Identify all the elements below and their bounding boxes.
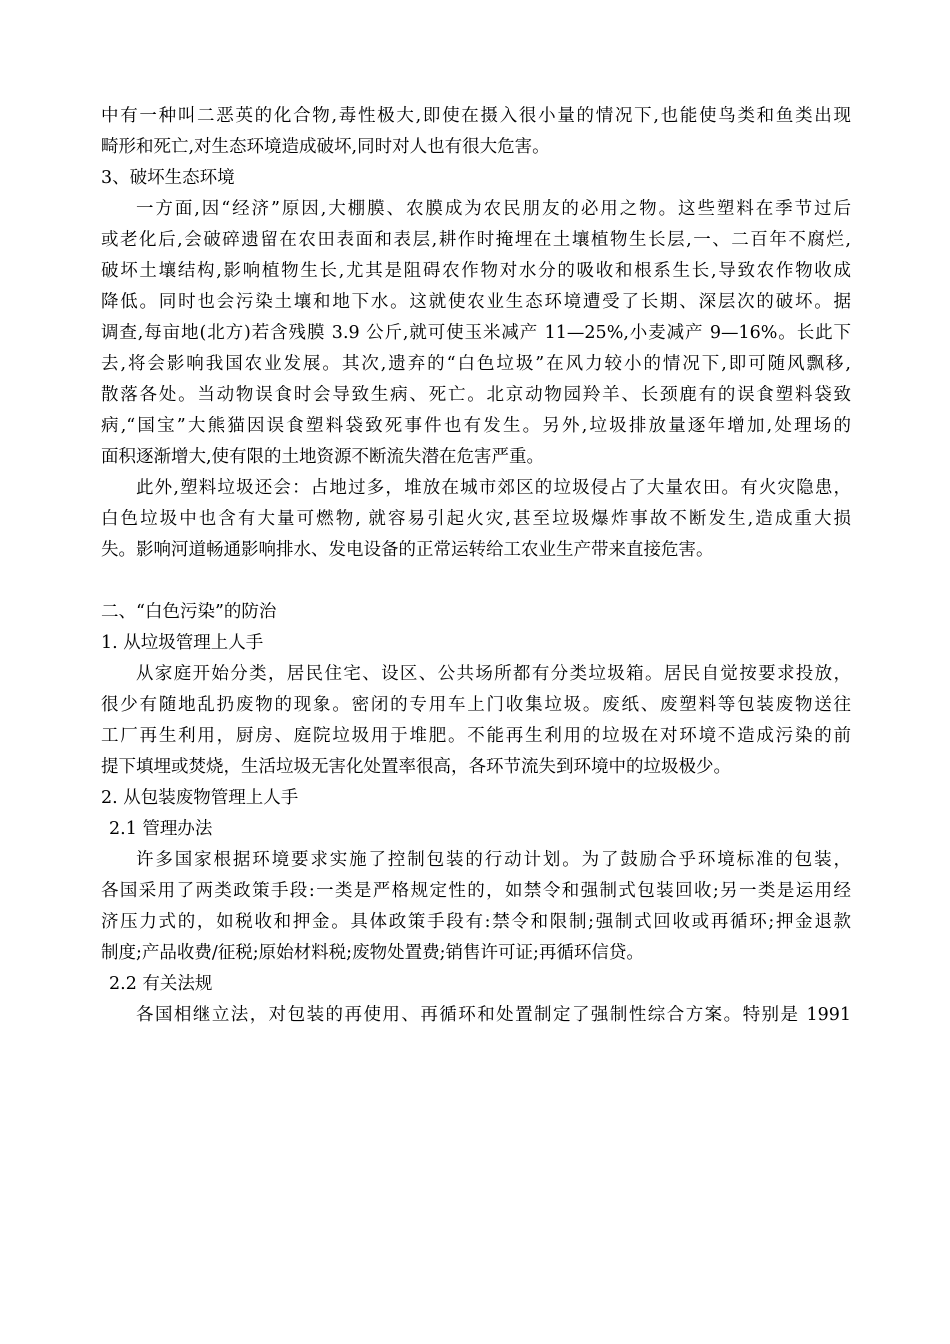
text-line: 破坏土壤结构,影响植物生长,尤其是阻碍农作物对水分的吸收和根系生长,导致农作物收成: [101, 261, 851, 281]
text-line: 失。影响河道畅通影响排水、发电设备的正常运转给工农业生产带来直接危害。: [101, 540, 714, 560]
blank-line: [101, 566, 851, 597]
text-line: 从家庭开始分类，居民住宅、设区、公共场所都有分类垃圾箱。居民自觉按要求投放，: [136, 664, 851, 684]
text-line: 一方面,因“经济”原因,大棚膜、农膜成为农民朋友的必用之物。这些塑料在季节过后: [136, 199, 851, 219]
heading-destroy-ecology: 3、破坏生态环境: [101, 168, 235, 188]
heading-packaging-management: 2. 从包装废物管理上人手: [101, 788, 299, 808]
text-line: 调查,每亩地(北方)若含残膜 3.9 公斤,就可使玉米减产 11—25%,小麦减产 9—16%。长此下: [101, 323, 851, 343]
text-line: 各国采用了两类政策手段:一类是严格规定性的，如禁令和强制式包装回收;另一类是运用经: [101, 881, 851, 901]
document-page: [101, 101, 851, 1031]
text-line: 或老化后,会破碎遗留在农田表面和表层,耕作时掩埋在土壤植物生长层,一、二百年不腐烂,: [101, 230, 851, 250]
text-line: 工厂再生利用，厨房、庭院垃圾用于堆肥。不能再生利用的垃圾在对环境不造成污染的前: [101, 726, 851, 746]
text-line: 面积逐渐增大,使有限的土地资源不断流失潜在危害严重。: [101, 447, 545, 467]
paragraph-sorting: [101, 659, 851, 783]
heading-regulations: 2.2 有关法规: [109, 974, 213, 994]
paragraph-dioxin: [101, 101, 851, 163]
paragraph-legislation: [101, 1000, 851, 1031]
paragraph-agriculture: [101, 194, 851, 473]
text-line: 济压力式的，如税收和押金。具体政策手段有:禁令和限制;强制式回收或再循环;押金退款: [101, 912, 851, 932]
text-line: 中有一种叫二恶英的化合物,毒性极大,即使在摄入很小量的情况下,也能使鸟类和鱼类出现: [101, 106, 851, 126]
text-line: 白色垃圾中也含有大量可燃物, 就容易引起火灾,甚至垃圾爆炸事故不断发生,造成重大损: [101, 509, 851, 529]
text-line: 制度;产品收费/征税;原始材料税;废物处置费;销售许可证;再循环信贷。: [101, 943, 644, 963]
text-line: 病,“国宝”大熊猫因误食塑料袋致死事件也有发生。另外,垃圾排放量逐年增加,处理场的: [101, 416, 851, 436]
paragraph-policy: [101, 845, 851, 969]
text-line: 此外,塑料垃圾还会：占地过多，堆放在城市郊区的垃圾侵占了大量农田。有火灾隐患，: [136, 478, 851, 498]
heading-garbage-management: 1. 从垃圾管理上人手: [101, 633, 264, 653]
text-line: 畸形和死亡,对生态环境造成破坏,同时对人也有很大危害。: [101, 137, 550, 157]
paragraph-other-harms: [101, 473, 851, 566]
section-heading-prevention: 二、“白色污染”的防治: [101, 602, 277, 622]
text-line: 散落各处。当动物误食时会导致生病、死亡。北京动物园羚羊、长颈鹿有的误食塑料袋致: [101, 385, 851, 405]
text-line: 提下填埋或焚烧，生活垃圾无害化处置率很高，各环节流失到环境中的垃圾极少。: [101, 757, 731, 777]
text-line: 降低。同时也会污染土壤和地下水。这就使农业生态环境遭受了长期、深层次的破坏。据: [101, 292, 851, 312]
text-line: 许多国家根据环境要求实施了控制包装的行动计划。为了鼓励合乎环境标准的包装，: [136, 850, 851, 870]
heading-management-methods: 2.1 管理办法: [109, 819, 213, 839]
text-line: 各国相继立法，对包装的再使用、再循环和处置制定了强制性综合方案。特别是 1991: [136, 1005, 851, 1025]
text-line: 很少有随地乱扔废物的现象。密闭的专用车上门收集垃圾。废纸、废塑料等包装废物送往: [101, 695, 851, 715]
text-line: 去,将会影响我国农业发展。其次,遗弃的“白色垃圾”在风力较小的情况下,即可随风飘移,: [101, 354, 851, 374]
